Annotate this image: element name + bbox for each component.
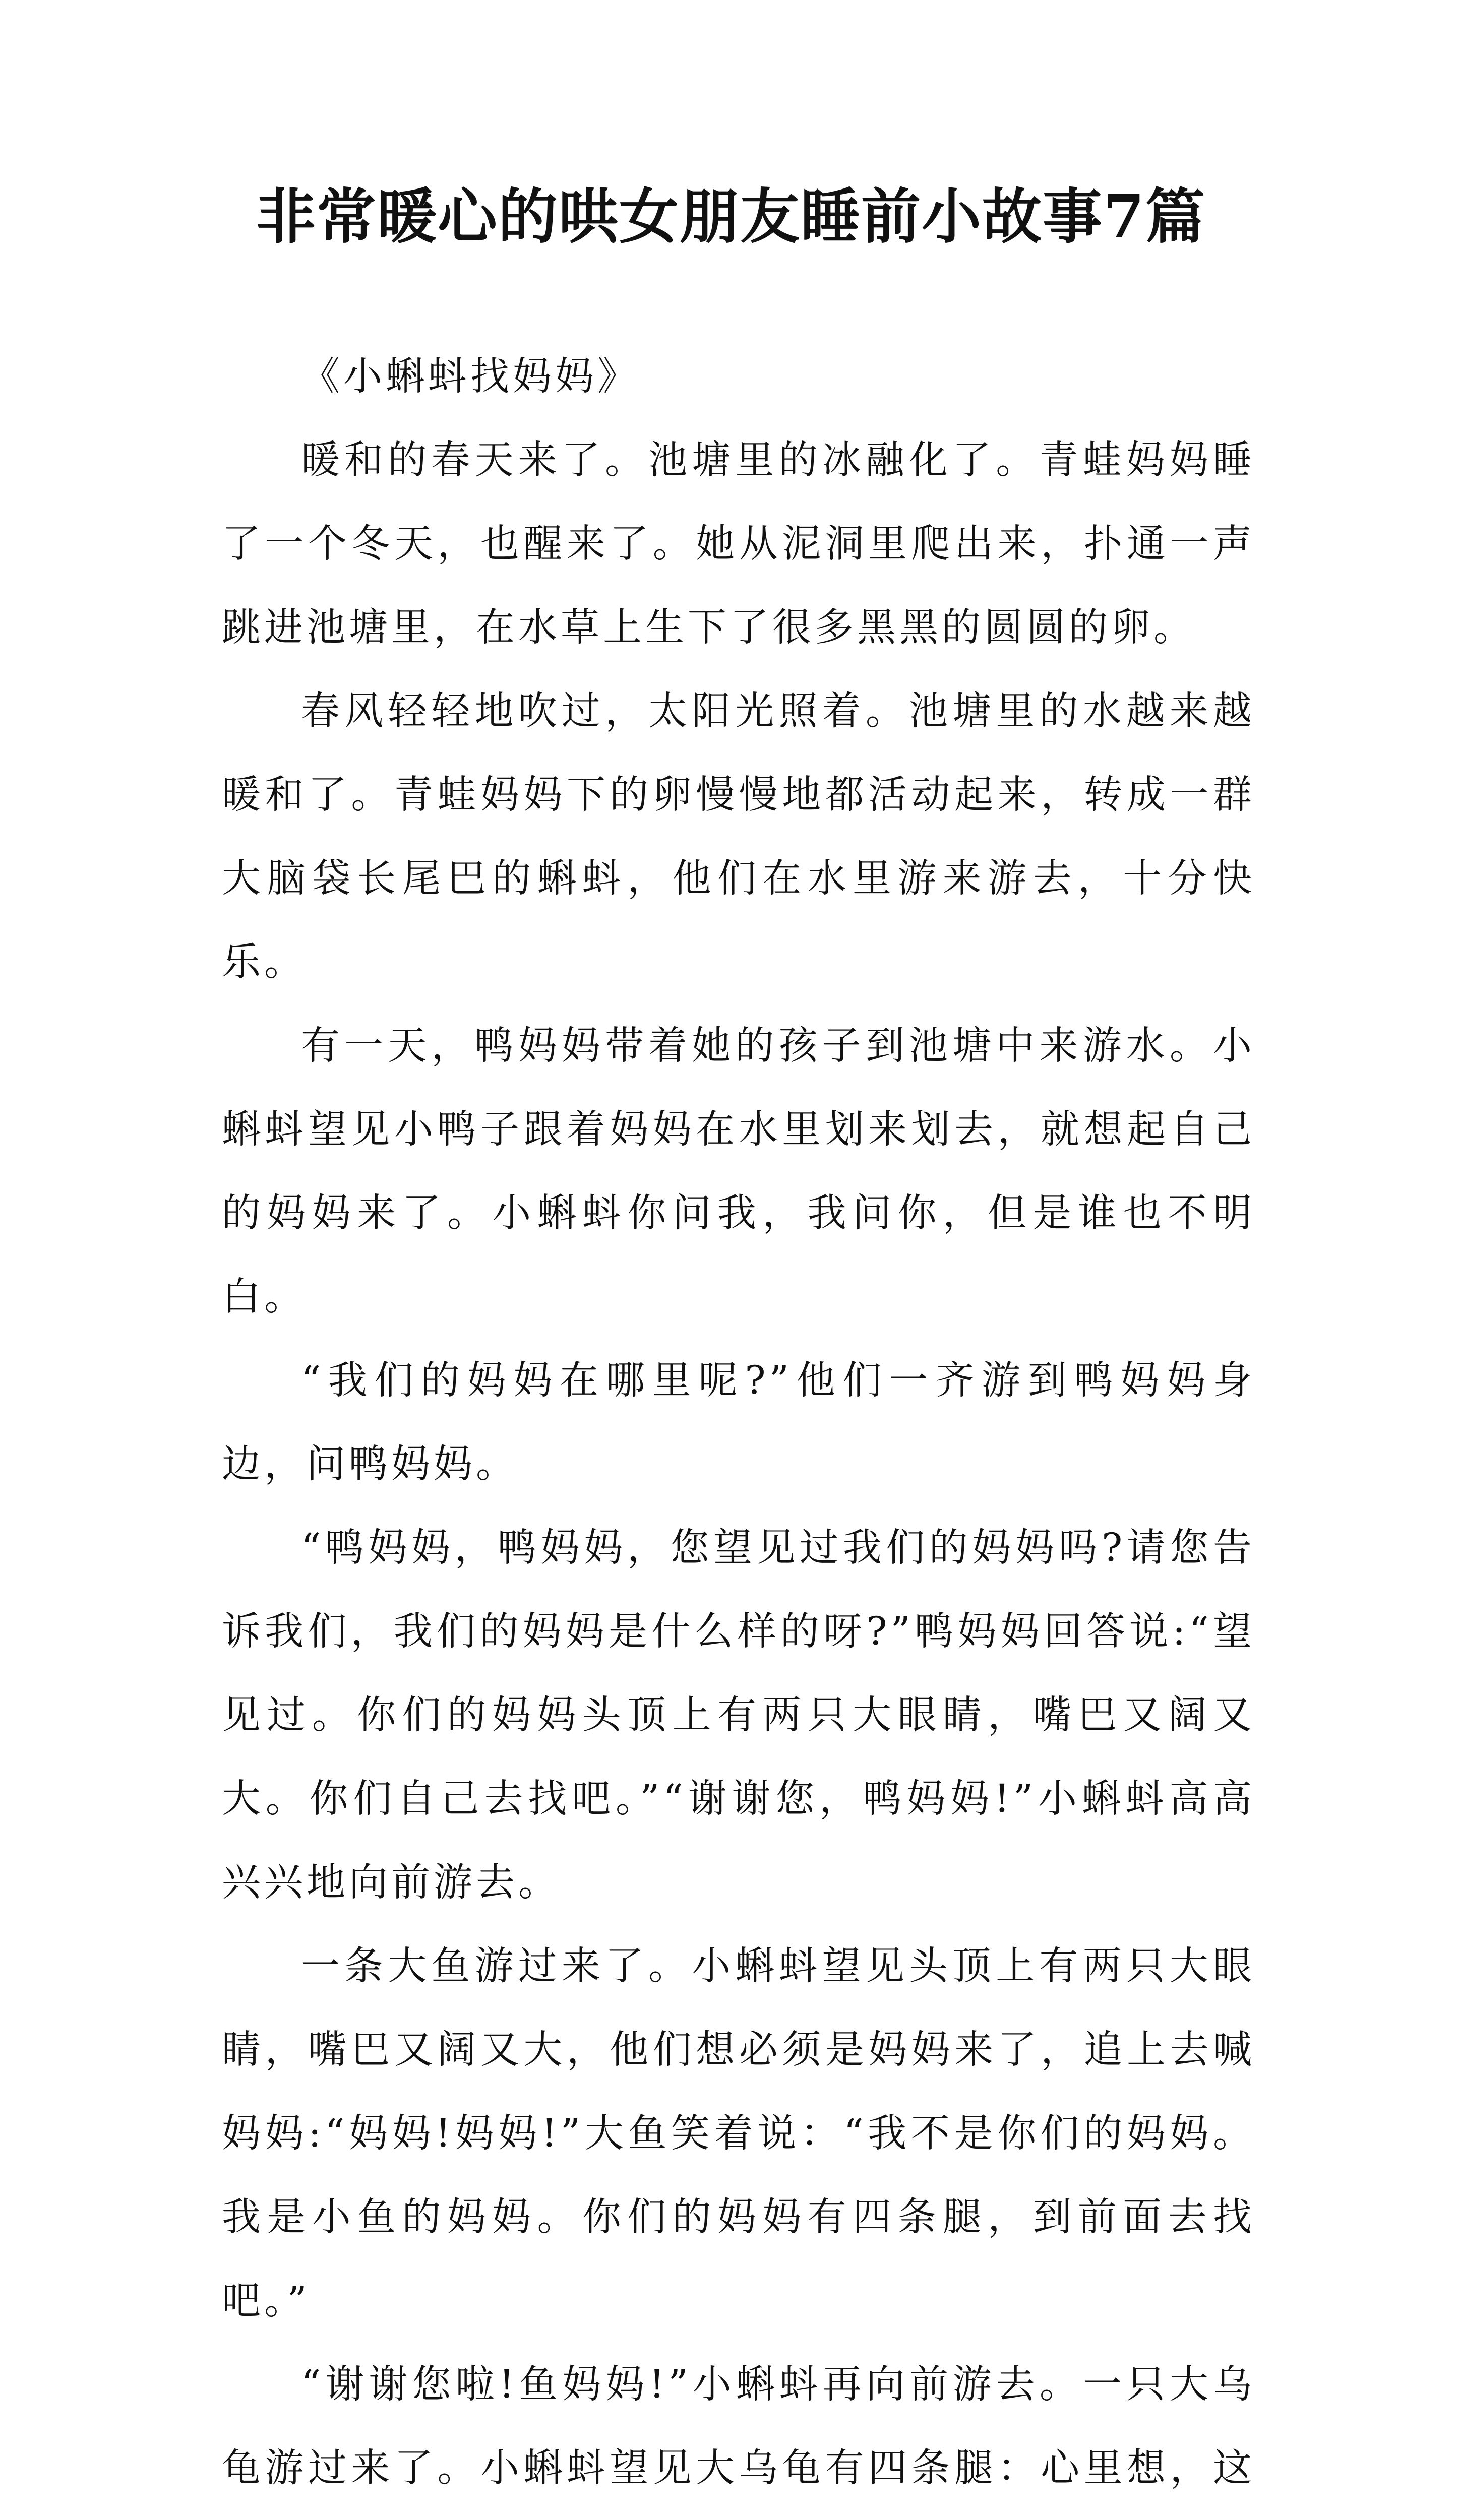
paragraph: 一条大鱼游过来了。小蝌蚪望见头顶上有两只大眼睛，嘴巴又阔又大，他们想必须是妈妈来了，追上去喊妈妈:“妈妈!妈妈!”大鱼笑着说：“我不是你们的妈妈。我是小鱼的妈妈。你们的妈妈有四条腿，到前面去找吧。” (222, 1944, 1255, 2323)
story-title: 《小蝌蚪找妈妈》 (301, 354, 640, 399)
paragraph: “谢谢您啦!鱼妈妈!”小蝌蚪再向前游去。一只大乌龟游过来了。小蝌蚪望见大乌龟有四条腿：心里想，这 (222, 2362, 1255, 2491)
paragraph: “鸭妈妈，鸭妈妈，您望见过我们的妈妈吗?请您告诉我们，我们的妈妈是什么样的呀?”鸭妈妈回答说:“望见过。你们的妈妈头顶上有两只大眼睛，嘴巴又阔又大。你们自己去找吧。”“谢谢您，鸭妈妈!”小蝌蚪高高兴兴地向前游去。 (222, 1526, 1255, 1905)
paragraph: 暖和的春天来了。池塘里的冰融化了。青蛙妈妈睡了一个冬天，也醒来了。她从泥洞里爬出来，扑通一声跳进池塘里，在水草上生下了很多黑黑的圆圆的卵。 (222, 438, 1255, 650)
document-title: 非常暖心的哄女朋友睡前小故事7篇 (256, 181, 1206, 251)
paragraph: 春风轻轻地吹过，太阳光照着。池塘里的水越来越暖和了。青蛙妈妈下的卵慢慢地都活动起来，转成一群大脑袋长尾巴的蝌蚪，他们在水里游来游去，十分快乐。 (222, 689, 1255, 985)
document-body (222, 335, 1255, 2520)
paragraph: “我们的妈妈在哪里呢?”他们一齐游到鸭妈妈身边，问鸭妈妈。 (222, 1358, 1255, 1487)
paragraph: 有一天，鸭妈妈带着她的孩子到池塘中来游水。小蝌蚪望见小鸭子跟着妈妈在水里划来划去，就想起自己的妈妈来了。小蝌蚪你问我，我问你，但是谁也不明白。 (222, 1024, 1255, 1319)
